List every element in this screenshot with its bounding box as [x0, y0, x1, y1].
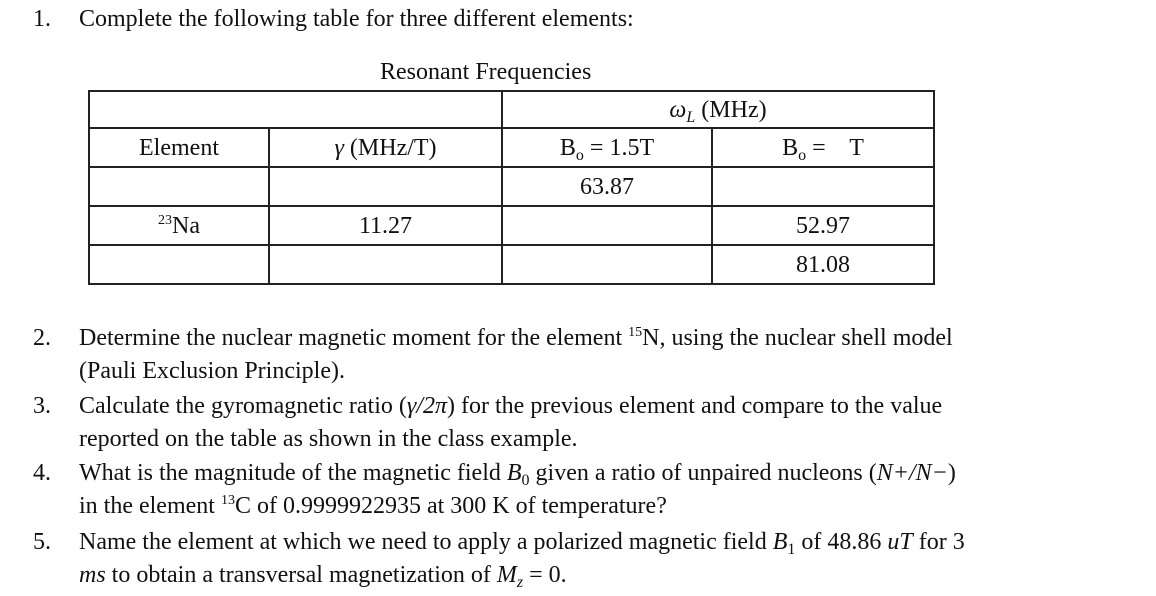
text-segment: C of 0.9999922935 at 300 K of temperature? [234, 493, 667, 519]
question-line-2 [79, 490, 956, 523]
question-text: Complete the following table for three different elements: [79, 6, 634, 32]
magnetization-symbol: M [496, 562, 517, 588]
text-segment: What is the magnitude of the magnetic field [79, 460, 507, 486]
b1-value: = 1.5T [583, 134, 655, 161]
element-header: Element [89, 128, 269, 167]
element-cell [89, 206, 269, 245]
field-subscript: 1 [787, 541, 796, 558]
question-line-1 [79, 322, 953, 355]
table-cell-blank [89, 91, 502, 128]
b1-header [502, 128, 712, 167]
text-segment: ) for the previous element and compare to the value [447, 393, 943, 419]
mass-number: 15 [628, 325, 643, 340]
table-header-row [89, 128, 934, 167]
question-number: 1. [33, 6, 51, 32]
b1-prefix: B [559, 134, 576, 161]
b2-subscript: o [798, 146, 807, 164]
field-subscript: 0 [521, 472, 530, 489]
table-row [89, 206, 934, 245]
omega-unit: (MHz) [695, 96, 767, 123]
unit-symbol: uT [887, 529, 913, 555]
b2-header [712, 128, 934, 167]
text-segment: to obtain a transversal magnetization of [105, 562, 497, 588]
question-number: 3. [33, 393, 51, 419]
question-text [79, 322, 953, 388]
text-segment: given a ratio of unpaired nucleons ( [529, 460, 877, 486]
resonant-frequency-table [88, 90, 935, 285]
omega-subscript: L [686, 108, 696, 126]
question-line-1 [79, 390, 942, 423]
text-segment: = 0. [523, 562, 567, 588]
gamma-cell [269, 245, 502, 284]
table-row [89, 245, 934, 284]
omega-symbol: ω [669, 96, 687, 123]
text-segment: ) [947, 460, 956, 486]
text-segment: Calculate the gyromagnetic ratio ( [79, 393, 407, 419]
b1-cell [502, 245, 712, 284]
gamma-unit: (MHz/T) [343, 134, 437, 161]
magnetization-subscript: z [516, 574, 524, 591]
element-cell [89, 167, 269, 206]
b2-cell [712, 167, 934, 206]
element-cell [89, 245, 269, 284]
table-caption: Resonant Frequencies [380, 59, 592, 85]
unit-symbol: ms [79, 562, 106, 588]
question-number: 4. [33, 460, 51, 486]
table-row [89, 167, 934, 206]
b1-subscript: o [575, 146, 584, 164]
nucleon-ratio: N+/N− [876, 460, 948, 486]
gamma-header [269, 128, 502, 167]
text-segment: in the element [79, 493, 221, 519]
omega-header-cell [502, 91, 934, 128]
question-text [79, 457, 956, 523]
mass-number: 23 [158, 212, 172, 228]
question-line-2 [79, 559, 965, 592]
question-line-1 [79, 457, 956, 490]
field-symbol: B [772, 529, 788, 555]
b2-cell: 52.97 [712, 206, 934, 245]
text-segment: of 48.86 [795, 529, 888, 555]
element-symbol: Na [172, 212, 200, 239]
gamma-symbol: γ [334, 134, 344, 161]
b1-cell: 63.87 [502, 167, 712, 206]
question-number: 5. [33, 529, 51, 555]
field-symbol: B [506, 460, 522, 486]
text-segment: Name the element at which we need to apply a polarized magnetic field [79, 529, 773, 555]
gyromagnetic-expression: γ/2π [406, 393, 448, 419]
question-line-1 [79, 526, 965, 559]
question-line-2: (Pauli Exclusion Principle). [79, 358, 345, 384]
text-segment: for 3 [912, 529, 965, 555]
b2-value: = T [806, 134, 864, 161]
question-text [79, 390, 942, 456]
mass-number: 13 [220, 493, 235, 508]
b1-cell [502, 206, 712, 245]
gamma-cell: 11.27 [269, 206, 502, 245]
question-line-2: reported on the table as shown in the class example. [79, 426, 578, 452]
question-text [79, 526, 965, 592]
text-segment: N, using the nuclear shell model [642, 325, 953, 351]
question-number: 2. [33, 325, 51, 351]
b2-prefix: B [782, 134, 799, 161]
gamma-cell [269, 167, 502, 206]
table-header-row-omega [89, 91, 934, 128]
text-segment: Determine the nuclear magnetic moment for the element [79, 325, 629, 351]
b2-cell: 81.08 [712, 245, 934, 284]
